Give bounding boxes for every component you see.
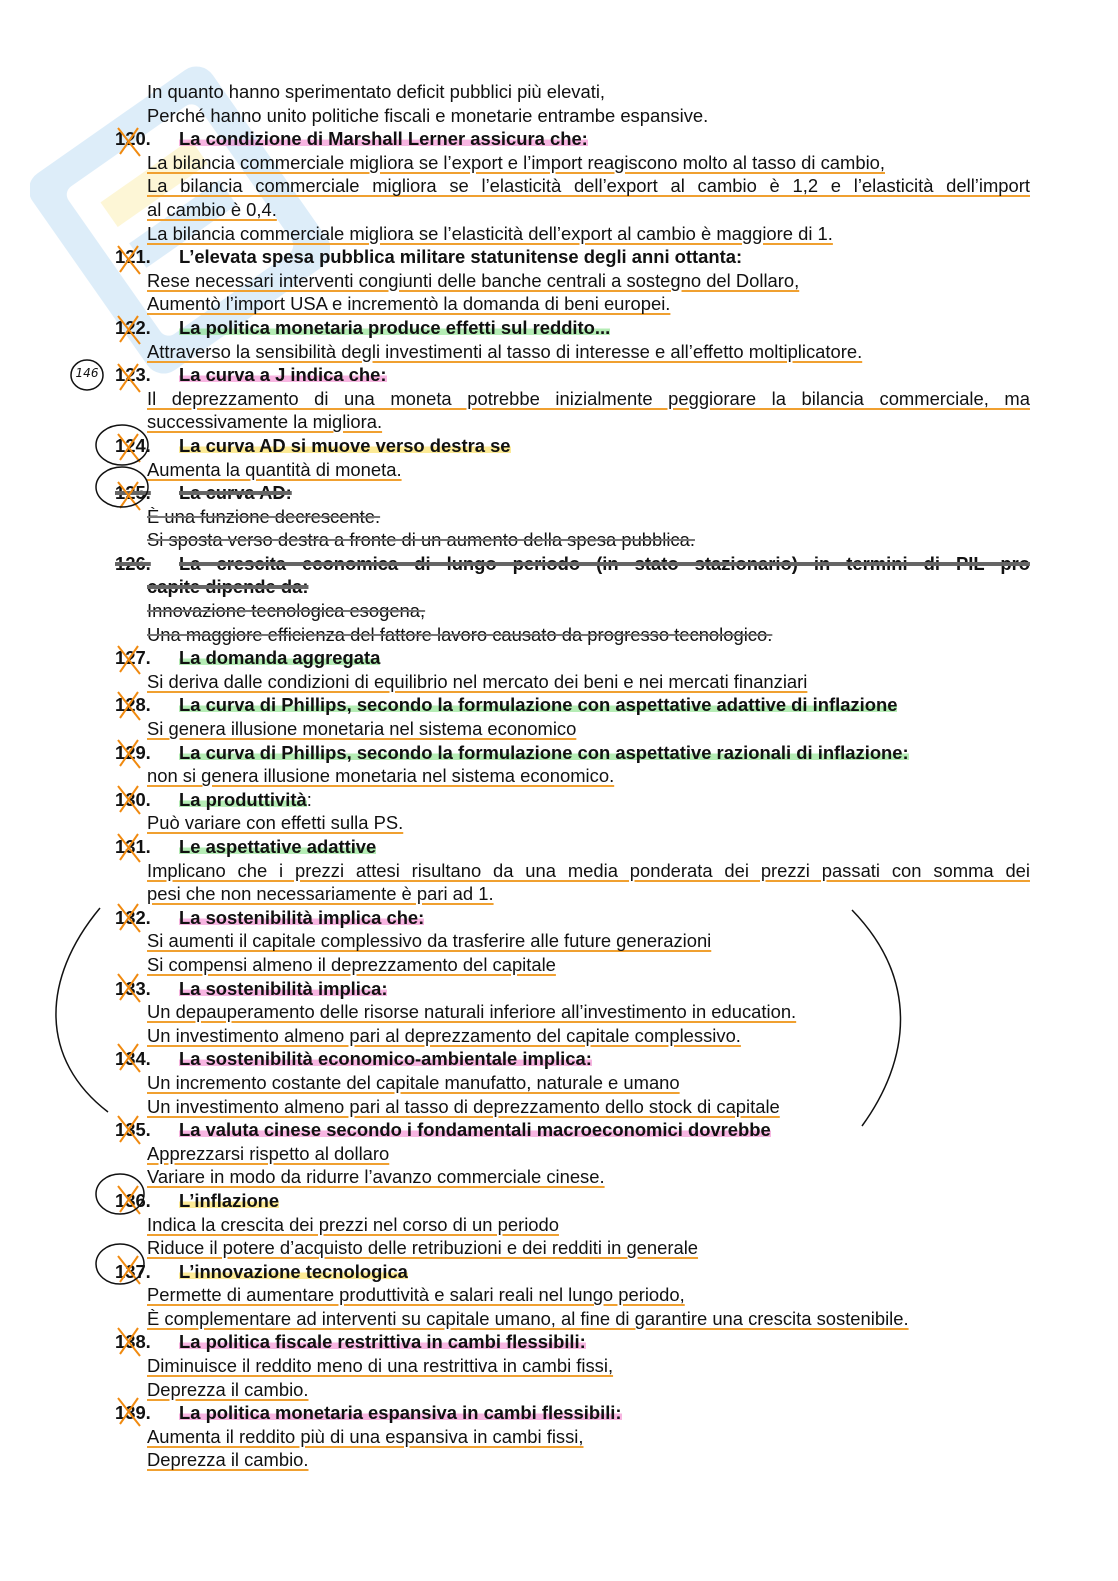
answer-line (0, 1448, 1118, 1472)
answer-text: non si genera illusione monetaria nel sistema economico. (147, 765, 615, 787)
question-number: 124. (115, 434, 151, 456)
answer-text: Permette di aumentare produttività e salari reali nel lungo periodo, (147, 1284, 685, 1306)
answer-line (0, 1095, 1118, 1119)
question-number: 120. (115, 128, 151, 150)
question-number: 126. (115, 552, 151, 574)
answer-text: È complementare ad interventi su capitale umano, al fine di garantire una crescita sostenibile. (147, 1307, 909, 1329)
answer-line (0, 292, 1118, 316)
answer-text: Implicano che i prezzi attesi risultano da una media ponderata dei prezzi passati con somma dei (147, 859, 1030, 881)
answer-line (0, 623, 1118, 647)
answer-line (0, 387, 1118, 411)
question-text: L’innovazione tecnologica (179, 1260, 408, 1282)
answer-line (0, 80, 1118, 104)
question-line (0, 434, 1118, 458)
answer-line (0, 458, 1118, 482)
answer-line (0, 1425, 1118, 1449)
answer-text: Rese necessari interventi congiunti delle banche centrali a sostegno del Dollaro, (147, 269, 800, 291)
answer-text: Perché hanno unito politiche fiscali e monetarie entrambe espansive. (147, 104, 709, 126)
question-text: La curva AD: (179, 482, 292, 504)
answer-line (0, 269, 1118, 293)
answer-line (0, 1165, 1118, 1189)
question-number: 133. (115, 977, 151, 999)
question-number: 137. (115, 1260, 151, 1282)
answer-text: Una maggiore efficienza del fattore lavoro causato da progresso tecnologico. (147, 623, 773, 645)
question-line (0, 316, 1118, 340)
answer-line (0, 1024, 1118, 1048)
question-line (0, 127, 1118, 151)
question-number: 122. (115, 316, 151, 338)
question-text: La sostenibilità implica che: (179, 906, 425, 928)
answer-line (0, 222, 1118, 246)
question-line (0, 693, 1118, 717)
question-line (0, 835, 1118, 859)
answer-text: Un incremento costante del capitale manufatto, naturale e umano (147, 1071, 680, 1093)
document-body (0, 80, 1118, 1472)
answer-text: Variare in modo da ridurre l’avanzo commerciale cinese. (147, 1166, 605, 1188)
answer-text: La bilancia commerciale migliora se l’elasticità dell’export al cambio è maggiore di 1. (147, 222, 833, 244)
answer-line (0, 1236, 1118, 1260)
question-number: 139. (115, 1402, 151, 1424)
question-number: 127. (115, 647, 151, 669)
question-number: 138. (115, 1331, 151, 1353)
question-number: 136. (115, 1189, 151, 1211)
question-text: L’elevata spesa pubblica militare statunitense degli anni ottanta: (179, 246, 743, 268)
question-line (0, 788, 1118, 812)
answer-line (0, 528, 1118, 552)
answer-line (0, 505, 1118, 529)
answer-line (0, 198, 1118, 222)
question-line (0, 481, 1118, 505)
answer-text: Deprezza il cambio. (147, 1449, 309, 1471)
answer-line (0, 410, 1118, 434)
question-line (0, 741, 1118, 765)
question-text: La politica monetaria produce effetti sul reddito... (179, 316, 611, 338)
question-line (0, 646, 1118, 670)
answer-text: Attraverso la sensibilità degli investimenti al tasso di interesse e all’effetto moltiplicatore. (147, 340, 863, 362)
question-text: La politica monetaria espansiva in cambi flessibili: (179, 1402, 622, 1424)
question-line (0, 906, 1118, 930)
question-number: 135. (115, 1119, 151, 1141)
question-text: La curva AD si muove verso destra se (179, 434, 511, 456)
answer-text: successivamente la migliora. (147, 411, 383, 433)
question-number: 132. (115, 906, 151, 928)
answer-text: In quanto hanno sperimentato deficit pubblici più elevati, (147, 81, 606, 102)
question-text: La valuta cinese secondo i fondamentali macroeconomici dovrebbe (179, 1119, 771, 1141)
answer-line (0, 717, 1118, 741)
question-number: 125. (115, 482, 151, 504)
question-line (0, 1330, 1118, 1354)
question-line (0, 1189, 1118, 1213)
question-text: La condizione di Marshall Lerner assicura che: (179, 128, 588, 150)
answer-text: Si aumenti il capitale complessivo da trasferire alle future generazioni (147, 930, 712, 952)
answer-text: È una funzione decrescente. (147, 505, 381, 527)
answer-line (0, 1000, 1118, 1024)
answer-text: Un depauperamento delle risorse naturali inferiore all’investimento in education. (147, 1001, 797, 1023)
question-line (0, 1260, 1118, 1284)
answer-line (0, 151, 1118, 175)
answer-text: Può variare con effetti sulla PS. (147, 812, 404, 834)
answer-line (0, 599, 1118, 623)
answer-text: Riduce il potere d’acquisto delle retribuzioni e dei redditi in generale (147, 1237, 699, 1259)
answer-text: Aumentò l’import USA e incrementò la domanda di beni europei. (147, 293, 671, 315)
answer-line (0, 1071, 1118, 1095)
answer-line (0, 953, 1118, 977)
answer-text: Si deriva dalle condizioni di equilibrio nel mercato dei beni e nei mercati finanziari (147, 670, 808, 692)
answer-line (0, 174, 1118, 198)
answer-line (0, 1307, 1118, 1331)
margin-note: 146 (75, 366, 99, 380)
question-number: 128. (115, 694, 151, 716)
question-text: La sostenibilità implica: (179, 977, 388, 999)
answer-line (0, 1213, 1118, 1237)
answer-text: Deprezza il cambio. (147, 1378, 309, 1400)
question-line (0, 245, 1118, 269)
question-number: 123. (115, 364, 151, 386)
question-text: La crescita economica di lungo periodo (in stato stazionario) in termini di PIL pro (179, 552, 1030, 574)
answer-text: Indica la crescita dei prezzi nel corso di un periodo (147, 1213, 559, 1235)
answer-text: Il deprezzamento di una moneta potrebbe inizialmente peggiorare la bilancia commerciale, ma (147, 387, 1030, 409)
answer-text: Si genera illusione monetaria nel sistema economico (147, 718, 577, 740)
answer-line (0, 1378, 1118, 1402)
question-line (0, 1118, 1118, 1142)
answer-line (0, 859, 1118, 883)
answer-text: La bilancia commerciale migliora se l’export e l’import reagiscono molto al tasso di cambio, (147, 151, 885, 173)
question-text: La politica fiscale restrittiva in cambi flessibili: (179, 1331, 586, 1353)
question-line (0, 363, 1118, 387)
question-text: La curva a J indica che: (179, 364, 387, 386)
question-text: La produttività (179, 788, 307, 810)
answer-text: Un investimento almeno pari al deprezzamento del capitale complessivo. (147, 1024, 741, 1046)
answer-line (0, 1354, 1118, 1378)
answer-text: pesi che non necessariamente è pari ad 1. (147, 883, 494, 905)
question-number: 130. (115, 788, 151, 810)
answer-text: al cambio è 0,4. (147, 198, 277, 220)
answer-text: Un investimento almeno pari al tasso di deprezzamento dello stock di capitale (147, 1095, 780, 1117)
question-number: 134. (115, 1048, 151, 1070)
answer-text: Si compensi almeno il deprezzamento del capitale (147, 953, 556, 975)
answer-text: Diminuisce il reddito meno di una restrittiva in cambi fissi, (147, 1355, 614, 1377)
answer-line (0, 575, 1118, 599)
answer-text: capite dipende da: (147, 576, 309, 598)
answer-line (0, 882, 1118, 906)
answer-line (0, 104, 1118, 128)
question-text: La curva di Phillips, secondo la formulazione con aspettative adattive di inflazione (179, 694, 898, 716)
answer-text: Aumenta la quantità di moneta. (147, 458, 402, 480)
question-line (0, 1401, 1118, 1425)
answer-text: Innovazione tecnologica esogena, (147, 600, 426, 622)
answer-line (0, 811, 1118, 835)
answer-text: Si sposta verso destra a fronte di un aumento della spesa pubblica. (147, 529, 695, 551)
answer-text: Aumenta il reddito più di una espansiva in cambi fissi, (147, 1425, 584, 1447)
answer-line (0, 1142, 1118, 1166)
answer-text: La bilancia commerciale migliora se l’elasticità dell’export al cambio è 1,2 e l’elasticità dell’import (147, 175, 1030, 197)
question-text: La domanda aggregata (179, 647, 381, 669)
question-line (0, 552, 1118, 576)
answer-line (0, 340, 1118, 364)
question-number: 131. (115, 836, 151, 857)
answer-text: Apprezzarsi rispetto al dollaro (147, 1142, 390, 1164)
answer-line (0, 670, 1118, 694)
question-text: Le aspettative adattive (179, 836, 377, 857)
question-line (0, 977, 1118, 1001)
question-text: L’inflazione (179, 1189, 280, 1211)
answer-line (0, 1283, 1118, 1307)
question-suffix: : (306, 788, 312, 810)
answer-line (0, 764, 1118, 788)
question-number: 129. (115, 741, 151, 763)
question-line (0, 1047, 1118, 1071)
answer-line (0, 929, 1118, 953)
question-number: 121. (115, 246, 151, 268)
question-text: La sostenibilità economico-ambientale implica: (179, 1048, 592, 1070)
question-text: La curva di Phillips, secondo la formulazione con aspettative razionali di inflazione: (179, 741, 909, 763)
